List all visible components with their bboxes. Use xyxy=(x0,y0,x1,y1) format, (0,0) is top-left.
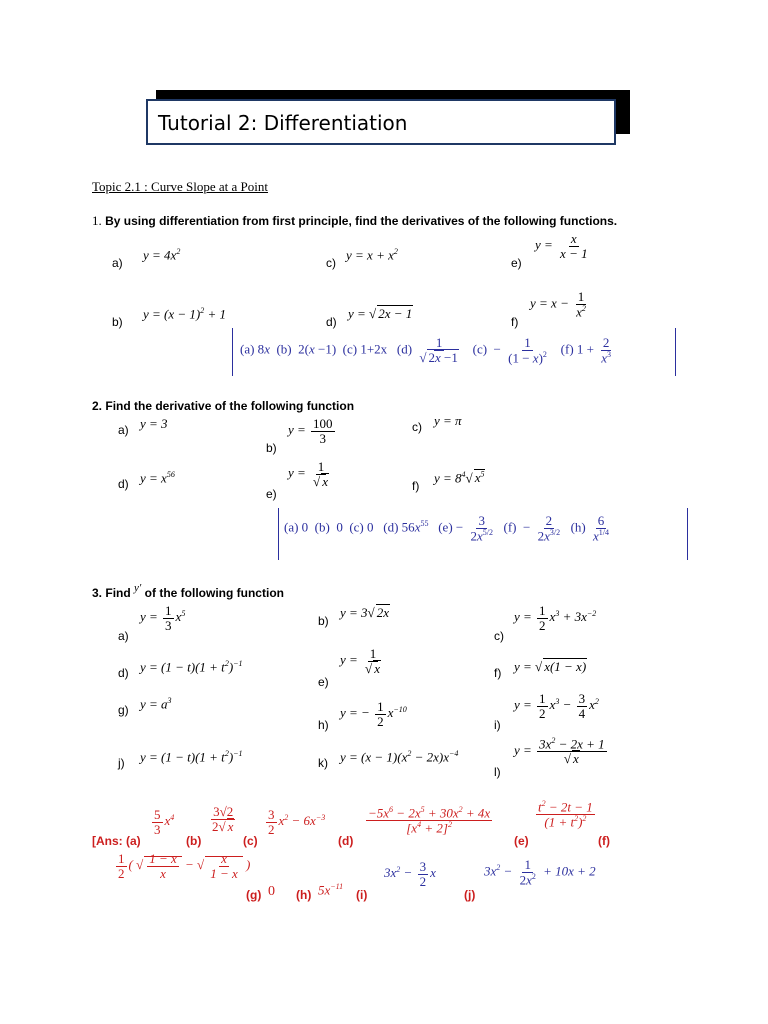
q1-answers: (a) 8x (b) 2(x −1) (c) 1+2x (d) $\frac{1}{√ 2x -1}$ (c) − $\frac{1}{(1 - x)^2}$ (f) 1 + $\frac{2}{x^3}$ xyxy=(240,335,612,365)
q2-label-b: b) xyxy=(266,441,277,455)
q1-expr-f: y = x − $\frac{1}{x^2}$ xyxy=(530,289,586,319)
q2-expr-f: $y = 8^4√$ $x^5$ xyxy=(434,470,485,486)
q3-text-before: Find xyxy=(105,586,131,600)
ans-label-h: (h) xyxy=(296,888,312,902)
ans-label-g: (g) xyxy=(246,888,262,902)
q3-label-j: j) xyxy=(118,756,125,770)
ans-label-e: (e) xyxy=(514,834,529,848)
ans-h-expr: $5x^{-11}$ xyxy=(318,882,344,898)
q1-expr-a: $y = 4x^2$ xyxy=(143,247,181,263)
topic-heading: Topic 2.1 : Curve Slope at a Point xyxy=(92,179,269,194)
page-title: Tutorial 2: Differentiation xyxy=(158,111,408,135)
q3-label-e: e) xyxy=(318,675,329,689)
q2-label-d: d) xyxy=(118,477,129,491)
q3-prompt xyxy=(92,582,284,600)
ans-label-f: (f) xyxy=(598,834,610,848)
q2-expr-b: y = $\frac{100}{3}$ xyxy=(288,416,333,446)
q3-expr-h: y = − $\frac{1}{2}$ $x^{-10}$ xyxy=(340,699,407,729)
ans-label-c: (c) xyxy=(243,834,258,848)
q2-prompt xyxy=(92,399,354,413)
q1-expr-c: $y = x + x^2$ xyxy=(346,247,398,263)
q1-prompt xyxy=(92,213,617,229)
ans-a-expr: $\frac{5}{3}$ $x^4$ xyxy=(154,807,175,837)
q3-label-g: g) xyxy=(118,703,129,717)
title-box xyxy=(146,99,616,145)
q2-text: Find the derivative of the following function xyxy=(105,399,355,413)
ans-label-i: (i) xyxy=(356,888,368,902)
q1-label-d: d) xyxy=(326,315,337,329)
q3-yprime: y′ xyxy=(134,582,142,594)
q3-label-d: d) xyxy=(118,666,129,680)
ans-label-d: (d) xyxy=(338,834,354,848)
ans-c-expr: $\frac{3}{2}$ $x^2 - 6x^{-3}$ xyxy=(268,807,326,837)
q3-label-b: b) xyxy=(318,614,329,628)
q1-label-e: e) xyxy=(511,256,522,270)
ans-prefix: [Ans: (a) xyxy=(92,834,141,848)
q3-expr-i: y = $\frac{1}{2}$ $x^3$ − $\frac{3}{4}$ $x^2$ xyxy=(514,691,599,721)
q2-label-f: f) xyxy=(412,479,420,493)
q2-answers: (a) 0 (b) 0 (c) 0 (d) $56x^{55}$ (e) − $\frac{3}{2x^{5/2}}$ (f) − $\frac{2}{2x^{3/2}}$ (h) $\frac{6}{x^{1/4}}$ xyxy=(284,513,610,543)
q2-expr-e: y = $\frac{1}{√ x}$ xyxy=(288,459,328,489)
q2-label-c: c) xyxy=(412,420,422,434)
q2-expr-d: $y = x^{56}$ xyxy=(140,470,175,486)
ans-g-expr: 0 xyxy=(268,884,275,899)
q3-label-k: k) xyxy=(318,756,328,770)
ans-b-expr: $\frac{3√2}{2√ x}$ xyxy=(212,804,234,834)
q3-expr-l: y = $\frac{3x^2 - 2x + 1}{√ x}$ xyxy=(514,736,605,766)
q3-expr-f: y = √ x(1 − x) xyxy=(514,659,587,674)
ans-e-expr: $\frac{t^2 - 2t - 1}{(1 + t^2)^2}$ xyxy=(538,799,593,830)
q3-label-i: i) xyxy=(494,718,501,732)
q1-label-b: b) xyxy=(112,315,123,329)
q3-text-after: of the following function xyxy=(144,586,284,600)
q3-number: 3. xyxy=(92,586,103,600)
q3-label-h: h) xyxy=(318,718,329,732)
q1-expr-b: $y = (x - 1)^2 + 1$ xyxy=(143,306,227,322)
q1-expr-d: y = √ 2x − 1 xyxy=(348,306,413,321)
ans-f-expr: $\frac{1}{2}$ ( √ $\frac{1 - x}{x}$ − √ $\frac{x}{1 - x}$ ) xyxy=(118,851,251,881)
q1-number: 1. xyxy=(92,213,102,228)
q3-label-a: a) xyxy=(118,629,129,643)
q3-expr-e: y = $\frac{1}{√ x}$ xyxy=(340,646,380,676)
q3-label-l: l) xyxy=(494,765,501,779)
q3-label-f: f) xyxy=(494,666,502,680)
q2-number: 2. xyxy=(92,399,103,413)
q3-expr-b: y = 3√ 2x xyxy=(340,605,389,620)
q3-expr-j: $y = (1 - t)(1 + t^2)^{-1}$ xyxy=(140,749,243,765)
q2-label-a: a) xyxy=(118,423,129,437)
ans-i-expr: $3x^2$ − $\frac{3}{2}$ x xyxy=(384,859,436,889)
q1-label-a: a) xyxy=(112,256,123,270)
q1-text: By using differentiation from first principle, find the derivatives of the following functions. xyxy=(105,214,618,228)
q1-label-c: c) xyxy=(326,256,336,270)
ans-label-b: (b) xyxy=(186,834,202,848)
q3-label-c: c) xyxy=(494,629,504,643)
q2-label-e: e) xyxy=(266,487,277,501)
q3-expr-c: y = $\frac{1}{2}$ $x^3 + 3x^{-2}$ xyxy=(514,603,597,633)
q3-expr-a: y = $\frac{1}{3}$ $x^5$ xyxy=(140,603,186,633)
q2-expr-a: y = 3 xyxy=(140,416,168,431)
q3-expr-g: $y = a^3$ xyxy=(140,696,172,712)
q3-expr-d: $y = (1 - t)(1 + t^2)^{-1}$ xyxy=(140,659,243,675)
q3-expr-k: $y = (x - 1)(x^2 - 2x)x^{-4}$ xyxy=(340,749,459,765)
ans-j-expr: $3x^2$ − $\frac{1}{2x^2}$ + 10x + 2 xyxy=(484,857,596,887)
ans-d-expr: $\frac{-5x^6 - 2x^5 + 30x^2 + 4x}{[x^4 + 2]^2}$ xyxy=(368,805,491,836)
ans-label-j: (j) xyxy=(464,888,476,902)
q1-expr-e: y = $\frac{x}{x - 1}$ xyxy=(535,231,588,261)
q1-label-f: f) xyxy=(511,315,519,329)
q2-expr-c: y = π xyxy=(434,413,462,428)
